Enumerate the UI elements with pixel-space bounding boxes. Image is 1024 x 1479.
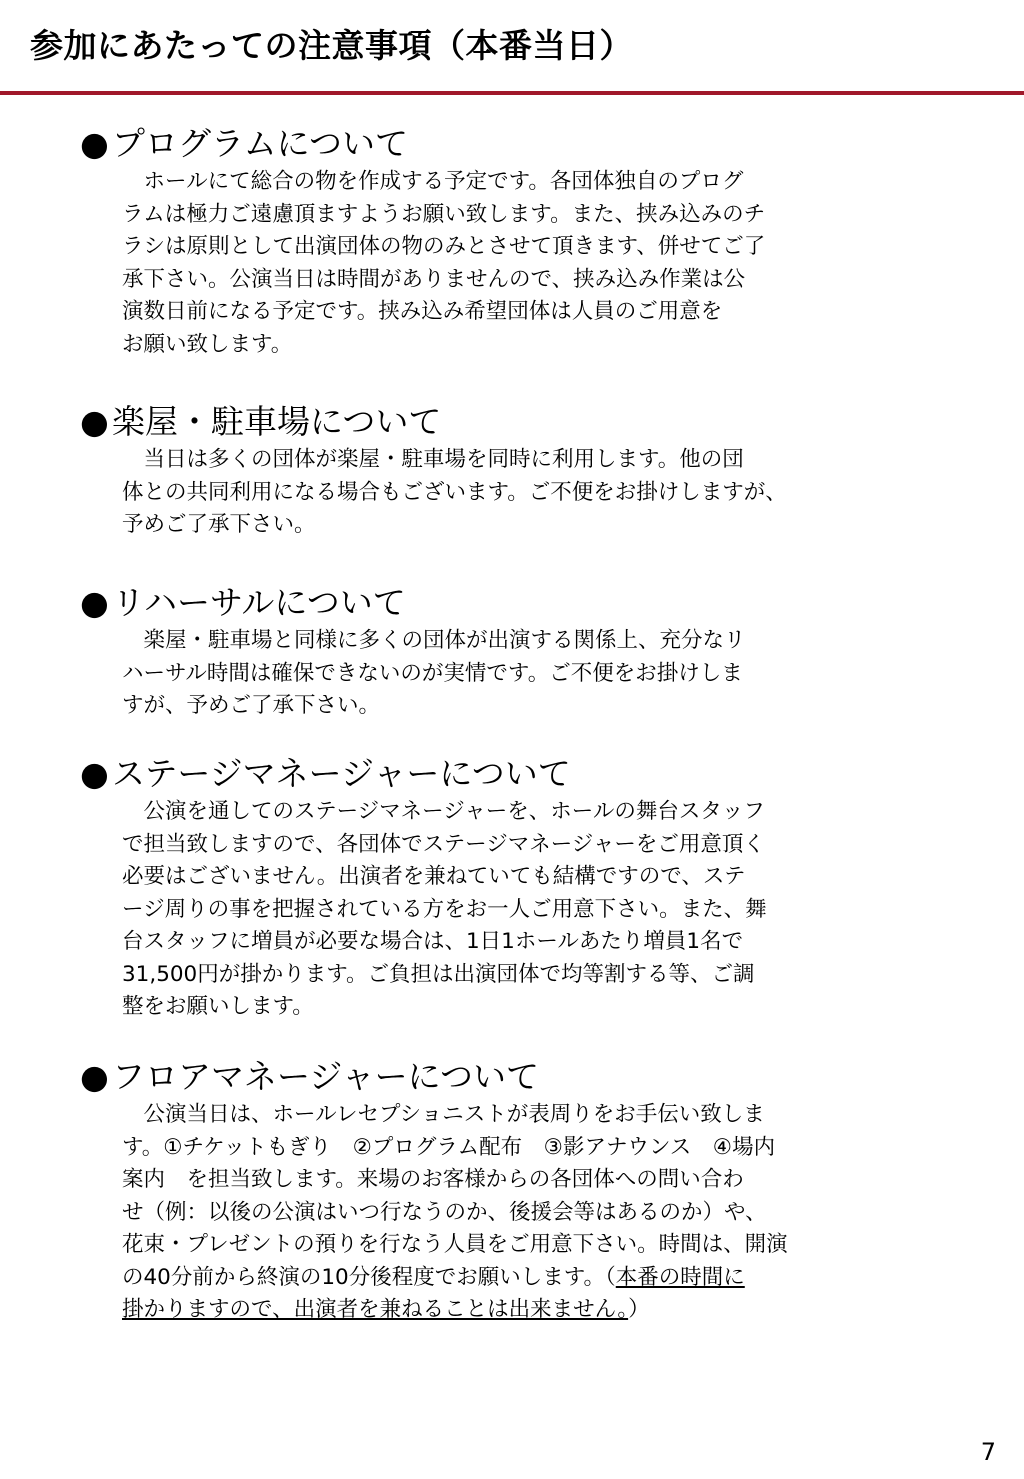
page-title: 参加にあたっての注意事項（本番当日） [30, 26, 633, 65]
section-heading [80, 122, 880, 166]
section-heading-text: ステージマネージャーについて [112, 754, 571, 793]
section-body: 当日は多くの団体が楽屋・駐車場を同時に利用します。他の団 体との共同利用になる場合もございます。ご不便をお掛けしますが、 予めご了承下さい。 [122, 447, 787, 537]
section-heading [80, 581, 880, 625]
title-divider [0, 91, 1024, 95]
section-heading-text: 楽屋・駐車場について [112, 402, 442, 441]
underlined-notice: 本番の時間に 掛かりますので、出演者を兼ねることは出来ません。 [122, 1264, 745, 1322]
bullet-icon: ● [80, 1057, 109, 1096]
section-program [80, 122, 880, 361]
bullet-icon: ● [80, 124, 109, 163]
section-body [122, 1099, 882, 1327]
section-body: 楽屋・駐車場と同様に多くの団体が出演する関係上、充分なリ ハーサル時間は確保できないのが実情です。ご不便をお掛けしま すが、予めご了承下さい。 [122, 628, 746, 718]
section-body: ホールにて総合の物を作成する予定です。各団体独自のプログ ラムは極力ご遠慮頂ますようお願い致します。また、挟み込みのチ ラシは原則として出演団体の物のみとさせて頂きます、併せてご了 承下さい。公演当日は時間がありませんので、挟み込み作業は公 演数日前になる予定です。挟み込み希望団体は人員のご用意を お願い致します。 [122, 169, 766, 357]
section-dressing-room-parking [80, 400, 880, 542]
section-heading [80, 752, 880, 796]
section-body: 公演を通してのステージマネージャーを、ホールの舞台スタッフ で担当致しますので、各団体でステージマネージャーをご用意頂く 必要はございません。出演者を兼ねていても結構ですので、ステ ージ周りの事を把握されている方をお一人ご用意下さい。また、舞 台スタッフに増員が必要な場合は、1日1ホールあたり増員1名で 31,500円が掛かります。ご負担は出演団体で均等割する等、ご調 整をお願いします。 [122, 799, 767, 1019]
section-heading-text: フロアマネージャーについて [112, 1057, 540, 1096]
section-heading [80, 1055, 880, 1099]
page-number: 7 [980, 1438, 996, 1466]
section-rehearsal [80, 581, 880, 723]
section-heading-text: リハーサルについて [112, 583, 406, 622]
section-heading [80, 400, 880, 444]
closing-paren: ） [628, 1297, 650, 1322]
bullet-icon: ● [80, 754, 109, 793]
section-stage-manager [80, 752, 880, 1024]
section-body-text: 公演当日は、ホールレセプショニストが表周りをお手伝い致しま す。①チケットもぎり ②プログラム配布 ③影アナウンス ④場内 案内 を担当致します。来場のお客様からの各団体への問い合わ せ（例：以後の公演はいつ行なうのか、後援会等はあるのか）や、 花束・プレゼントの預りを行なう人員をご用意下さい。時間は、開演 の40分前から終演の10分後程度でお願いします。（ [122, 1102, 788, 1290]
section-heading-text: プログラムについて [112, 124, 409, 163]
bullet-icon: ● [80, 583, 109, 622]
bullet-icon: ● [80, 402, 109, 441]
section-floor-manager [80, 1055, 880, 1327]
